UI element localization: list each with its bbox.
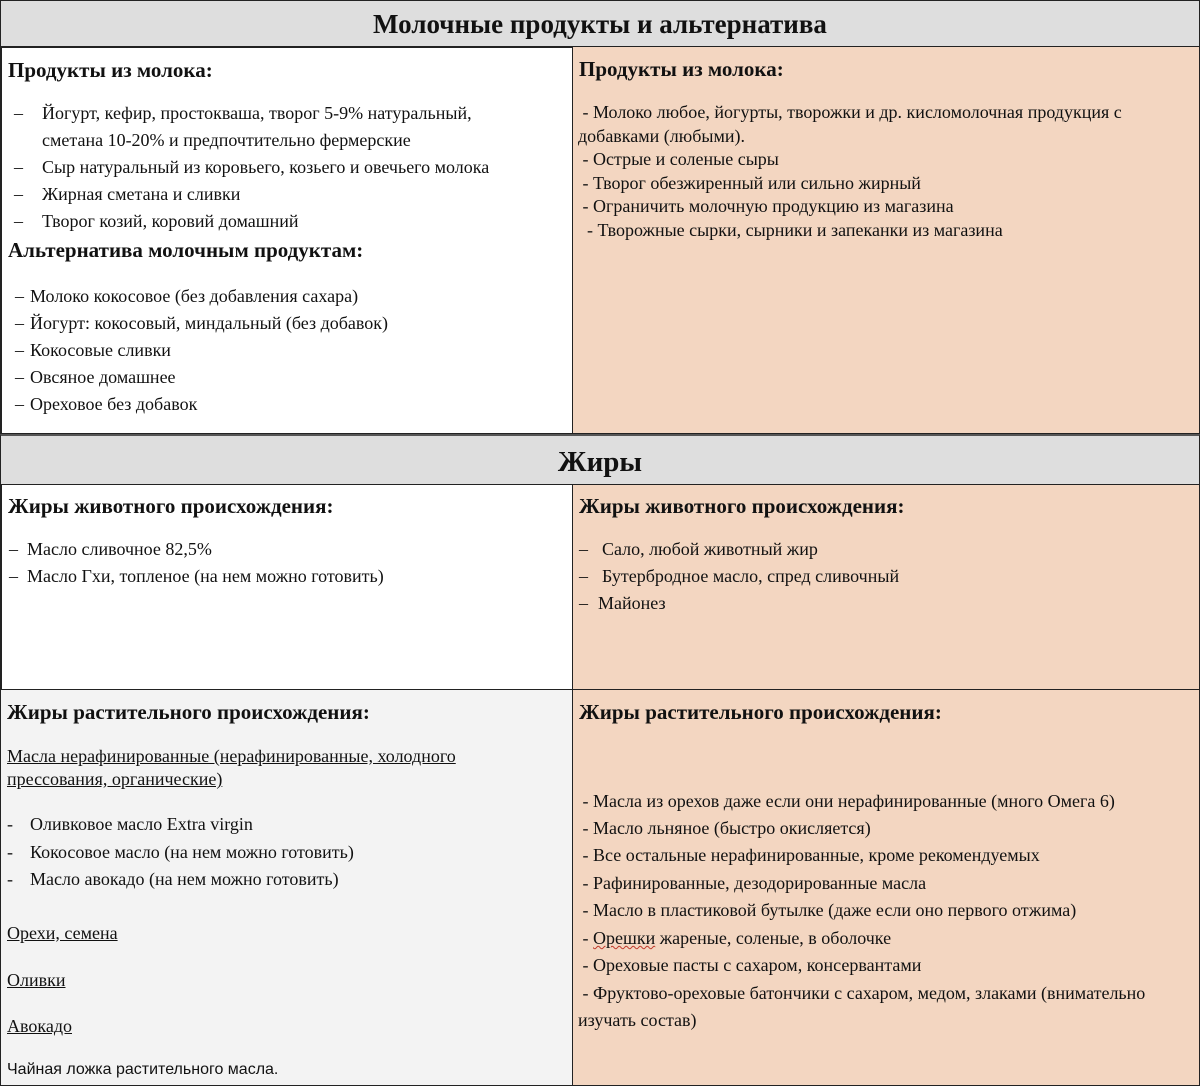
list-item: - Фруктово-ореховые батончики с сахаром, медом, злаками (внимательно bbox=[578, 983, 1146, 1003]
oils-subheading: Масла нерафинированные (нерафинированные, холодного bbox=[7, 746, 456, 766]
list-item: – Йогурт: кокосовый, миндальный (без добавок) bbox=[15, 313, 389, 333]
animal-fats-recommended-cell bbox=[0, 484, 573, 690]
list-item: - Орешки жареные, соленые, в оболочке bbox=[578, 928, 892, 948]
animal-fats-avoid-heading: Жиры животного происхождения: bbox=[579, 494, 905, 518]
list-item: – Сало, любой животный жир bbox=[579, 539, 818, 559]
list-item: – Творог козий, коровий домашний bbox=[14, 211, 299, 231]
list-item: - Все остальные нерафинированные, кроме рекомендуемых bbox=[578, 845, 1040, 865]
list-item: – Бутербродное масло, спред сливочный bbox=[579, 566, 900, 586]
list-item: - Творожные сырки, сырники и запеканки из магазина bbox=[578, 220, 1003, 240]
list-item: – Овсяное домашнее bbox=[15, 367, 176, 387]
fats-section-title: Жиры bbox=[0, 434, 1200, 485]
list-item: - Ограничить молочную продукцию из магазина bbox=[578, 196, 954, 216]
list-item: – Ореховое без добавок bbox=[15, 394, 198, 414]
list-item: - Кокосовое масло (на нем можно готовить) bbox=[7, 842, 354, 862]
list-item: – Масло Гхи, топленое (на нем можно готовить) bbox=[9, 566, 384, 586]
dairy-avoid-cell bbox=[572, 46, 1200, 434]
dairy-recommended-heading: Продукты из молока: bbox=[8, 58, 213, 82]
dairy-section-title: Молочные продукты и альтернатива bbox=[0, 0, 1200, 47]
list-item: - Масло в пластиковой бутылке (даже если оно первого отжима) bbox=[578, 900, 1077, 920]
list-item-continuation: сметана 10-20% и предпочтительно фермерские bbox=[42, 130, 411, 150]
animal-fats-heading: Жиры животного происхождения: bbox=[8, 494, 334, 518]
vegetable-fats-avoid-heading: Жиры растительного происхождения: bbox=[579, 700, 942, 724]
vegetable-fats-avoid-cell bbox=[572, 689, 1200, 1086]
avocado-label: Авокадо bbox=[7, 1016, 72, 1036]
list-item: - Масло льняное (быстро окисляется) bbox=[578, 818, 871, 838]
list-item: - Рафинированные, дезодорированные масла bbox=[578, 873, 927, 893]
olives-label: Оливки bbox=[7, 970, 66, 990]
list-item: – Сыр натуральный из коровьего, козьего и овечьего молока bbox=[14, 157, 490, 177]
dairy-alternative-heading: Альтернатива молочным продуктам: bbox=[8, 238, 364, 262]
list-item: – Йогурт, кефир, простокваша, творог 5-9% натуральный, bbox=[14, 103, 472, 123]
nuts-seeds-label: Орехи, семена bbox=[7, 923, 118, 943]
list-item: - Масло авокадо (на нем можно готовить) bbox=[7, 869, 339, 889]
list-item: – Молоко кокосовое (без добавления сахара) bbox=[15, 286, 359, 306]
vegetable-fats-heading: Жиры растительного происхождения: bbox=[7, 700, 370, 724]
vegetable-fats-recommended-cell bbox=[0, 689, 573, 1086]
list-item-continuation: добавками (любыми). bbox=[578, 126, 745, 146]
list-item: – Жирная сметана и сливки bbox=[14, 184, 241, 204]
list-item: - Ореховые пасты с сахаром, консервантами bbox=[578, 955, 922, 975]
list-item: – Майонез bbox=[579, 593, 666, 613]
list-item: - Оливковое масло Extra virgin bbox=[7, 814, 253, 834]
list-item: – Кокосовые сливки bbox=[15, 340, 171, 360]
list-item: - Творог обезжиренный или сильно жирный bbox=[578, 173, 921, 193]
oil-note: Чайная ложка растительного масла. bbox=[7, 1061, 279, 1078]
dairy-recommended-cell bbox=[0, 46, 573, 434]
list-item: - Острые и соленые сыры bbox=[578, 149, 779, 169]
list-item: – Масло сливочное 82,5% bbox=[9, 539, 212, 559]
spellcheck-word: Орешки bbox=[593, 928, 656, 948]
oils-subheading-continuation: прессования, органические) bbox=[7, 769, 223, 789]
animal-fats-avoid-cell bbox=[572, 484, 1200, 690]
list-item: - Молоко любое, йогурты, творожки и др. кисломолочная продукция с bbox=[578, 102, 1122, 122]
dairy-avoid-heading: Продукты из молока: bbox=[579, 57, 784, 81]
list-item-continuation: изучать состав) bbox=[578, 1010, 697, 1030]
list-item: - Масла из орехов даже если они нерафинированные (много Омега 6) bbox=[578, 791, 1115, 811]
